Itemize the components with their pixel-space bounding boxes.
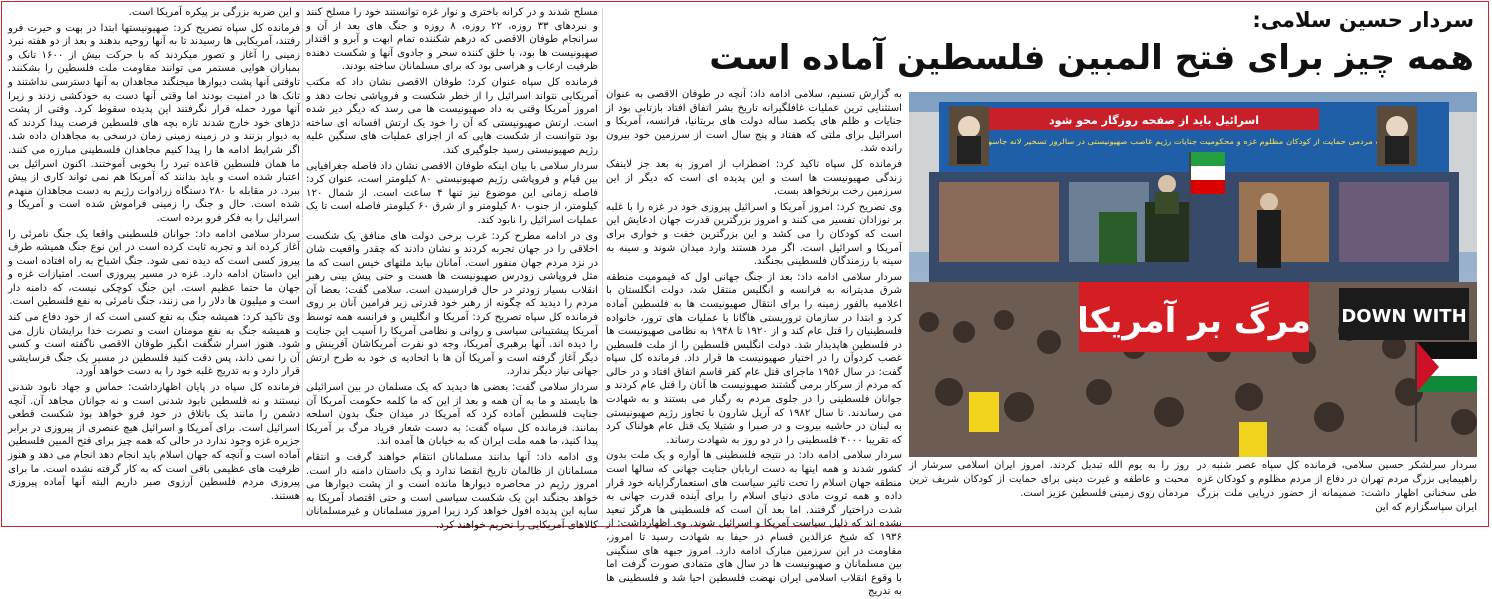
caption-left: روز را به یوم الله تبدیل کردند. امروز ایران اسلامی سرشار از محبت و عاطفه و غیرت دینی برای حمایت از کودکان شریف ترین مردمان روی زمینی فلسطین عزیز است. (909, 460, 1189, 499)
protest-sign-text: مرگ بر آمریکا (1077, 301, 1311, 341)
paragraph: سردار سلامی ادامه داد: جوانان فلسطینی واقعا یک جنگ نامرئی را آغاز کرده اند و تجربه ثابت کرده است در این نوع جنگ همیشه طرف پیروز کسی است که دیده نمی شود. جنگ اشباح به راه افتاده است و این داستان ادامه دارد. غزه در مسیر پیروزی است. امتیازات غزه و جهان ما حتما عظیم است. این جنگ کوچکی نیست، که دامنه دار است و میلیون ها دلار را می زنند، جنگ نامرئی به نفع فلسطین است. (8, 228, 300, 308)
paragraph: وی تاکید کرد: همیشه جنگ به نفع کسی است که از خود دفاع می کند و همیشه جنگ به نفع مومنان است و نصرت خدا برایشان نازل می شود. هنوز اسرار شگفت انگیز طوفان الاقصی ناگفته است و کسی آن را نمی داند، پس دقت کنید فلسطین در مسیر یک جنگ فرسایشی قرار دارد و به تدریج غلبه خود را به دست خواهد آورد. (8, 312, 300, 378)
paragraph: وی ادامه داد: آنها بدانند مسلمانان انتقام خواهند گرفت و انتقام مسلمانان از ظالمان تاریخ انقضا ندارد و یک داستان دامنه دار است. امروز رژیم در محاصره دیوارها مانده است و از پشت دیوارها می خواهد بجنگند این یک شکست سیاسی است و حتی اقتصاد آمریکا به سایه این پدیده افول خواهد کرد زیرا امروز مسلمانان و غیرمسلمانان کالاهای آمریکایی را تحریم خواهند کرد. (306, 452, 598, 531)
paragraph: فرمانده کل سپاه در پایان اظهارداشت: حماس و جهاد نابود شدنی نیستند و نه فلسطین نابود شدنی است و نه جوانان مجاهد آن. آنچه دشمن را مانند یک باتلاق در خود فرو خواهد بود شکست قطعی اسرائیل است. برای آمریکا و اسرائیل هیچ عنصری از پیروزی در برابر جزیره غزه وجود ندارد در حالی که همه چیز برای فتح المبین فلسطین آماده است و آنچه که جهان اسلام باید انجام دهد انجام می دهد و هنوز ظرفیت های عظیمی باقی است که به کار گرفته نشده است. ما برای پیروزی مردم فلسطین آرزوی صبر داریم البته آنها آماده پیروزی هستند. (8, 382, 300, 502)
photo-caption (909, 459, 1477, 519)
paragraph: وی تصریح کرد: امروز آمریکا و اسرائیل پیروزی خود در غزه را با غلبه بر نوزادان تفسیر می کنند و امروز بزرگترین قدرت جهان ادعایش این است که کودکان را می کشد و این بزرگترین خفت و خواری برای آمریکا و اسرائیل است. اگر مرد هستند وارد میدان شوند و سینه به سینه با رزمندگان فلسطینی بجنگند. (606, 201, 902, 268)
article-column-1 (606, 88, 902, 598)
banner-sub-text: تجمع بزرگ مردمی حمایت از کودکان مظلوم غزه و محکومیت جنایات رژیم غاصب صهیونیستی در سالروز تسخیر لانه جاسوسی (974, 137, 1366, 146)
banner-top-text: اسرائیل باید از صفحه روزگار محو شود (1049, 114, 1259, 127)
paragraph: وی در ادامه مطرح کرد: غرب برخی دولت های منافق یک شکست اخلاقی را در جهان تجربه کردند و نشان دادند که چقدر واقعیت شان در نزد مردم جهان منفور است. آمانان بیاید ملتهای خیس است که ما مثل فروپاشی زودرس صهیونیست ها هست و حتی پیش بینی رهبر انقلاب بسیار زودتر در حال فرارسیدن است. سلامی گفت: بعضا آن مردم را دیدید که چگونه از رهبر خود قدرتی زیر فرامین آنان بر روی فرمانده کل سپاه تصریح کرد: آمریکا و انگلیس و فرانسه همه توسط آمریکا پیشتیبانی سیاسی و روانی و نظامی آمریکا را آسیب این جنایت را دیده اند. آنها برهبری آمریکا، وجه دو نفرت آمریکاشان آفرینش و دیگر آغاز گرفته است و آمریکا آن ها با اتحادیه ی خود به طرح ارتش جهانی نیاز دیگر ندارد. (306, 230, 598, 378)
column-divider (602, 8, 603, 518)
protest-sign-en: DOWN WITH (1341, 306, 1467, 327)
caption-right: سردار سرلشکر حسین سلامی، فرمانده کل سپاه عصر شنبه در راهپیمایی بزرگ مردم تهران در دفاع از مردم مظلوم و کودکان غزه طی سخنانی اظهار داشت: صمیمانه از حضور دریایی ملت بزرگ ایران سپاسگزارم که این (1197, 460, 1477, 513)
article-headline: همه چیز برای فتح المبین فلسطین آماده است (709, 38, 1474, 78)
paragraph: به گزارش تسنیم، سلامی ادامه داد: آنچه در طوفان الاقصی به عنوان استثنایی ترین عملیات غافلگیرانه تاریخ بشر اتفاق افتاد بازتابی بود از جنایات و ظلم های یکصد ساله دولت های بریتانیا، فرانسه، آمریکا و اسرائیل برای ملتی که هفتاد و پنج سال است از سرزمین خود بیرون رانده شد. (606, 89, 902, 155)
paragraph: فرمانده کل سپاه عنوان کرد: طوفان الاقصی نشان داد که مکتب آمریکایی نتواند اسرائیل را از خطر شکست و فروپاشی نجات دهد و امروز آمریکا وقتی به داد صهیونیست ها می رسد که دیگر دیر شده است. ارتش صهیونیستی که آن را خود یک ارتش افسانه ای ساخته بود نتوانست از شکست هایی که از اجزای عملیات های سنگین علیه رژیم صهیونیستی رسید جلوگیری کند. (306, 76, 598, 156)
article-kicker: سردار حسین سلامی: (1252, 8, 1474, 32)
paragraph: و این ضربه بزرگی بر پیکره آمریکا است. (128, 7, 300, 18)
paragraph: سردار سلامی ادامه داد: در نتیجه فلسطینی ها آواره و یک ملت بدون کشور شدند و همه اینها به دست اربابان جنایت جهانی که سالها است منطقه جهان اسلام را تحت تاثیر سیاست های استعمارگرایانه خود قرار داده و همه ثروت مادی دنیای اسلام را برای آینده قدرت جهانی به شدت دراختیار گرفتند. اما بعد آن است که فلسطینی ها هرگز تبعید نشده اند که ذلیل سیاست آمریکا و اسرائیل شوند. وی اظهارداشت: از ۱۹۳۶ که شیخ عزالدین قسام در حیفا به شهادت رسید تا امروز، مقاومت در این سرزمین مبارک ادامه دارد. امروز جبهه های سنگینی بین مسلمانان و صهیونیست ها در سال های متمادی صورت گرفت اما با وقوع انقلاب اسلامی ایران نهضت فلسطین احیا شد و فلسطینی ها به تدریج (606, 450, 902, 598)
article-column-2 (306, 6, 598, 531)
paragraph: مسلح شدند و در کرانه باختری و نوار غزه توانستند خود را مسلح کنند و نبردهای ۳۳ روزه، ۲۲ روزه، ۸ روزه و جنگ های بعد از آن و سرانجام طوفان الاقصی که درهم شکننده تمام ابهت و آبرو و اقتدار صهیونیست ها بود، با خلق کننده سحر و جادوی آنها و شکست دهنده ظرفیت ارعاب و هراسی بود که برای مسلمانان ساخته بودند. (306, 7, 598, 73)
paragraph: سردار سلامی گفت: بعضی ها دیدید که یک مسلمان در بین اسرائیلی ها بایستد و ما به آن همه و بعد از این که ما کلمه حکومت آمریکا آن جنایت فلسطین آماده کرد که آمریکا در میدان جنگ بدون اسلحه بمانند. فرمانده کل سپاه گفت: به دست شعار فریاد مرگ بر آمریکا پیدا کنید، ما همه ملت ایران که به خیابان ها آمده اند. (306, 382, 598, 448)
column-divider (302, 8, 303, 518)
paragraph: فرمانده کل سپاه تصریح کرد: صهیونیستها ابتدا در بهت و حیرت فرو رفتند، آمریکایی ها رسیدند تا به آنها روحیه بدهند و بعد از دو هفته نبرد زمینی را آغاز و تصور میکردند که با حرکت بیش از ۱۶۰۰ تانک و بمباران هوایی مستمر می توانند مقاومت ملت فلسطین را بشکنند. تاوقتی آنها پشت دیوارها میجنگند مجاهدان به آنها دسترسی نداشتند و تانک ها در امنیت بودند اما وقتی آنها دست به خودکشی زدند و زیرا آنها مورد حمله قرار نگرفتند این پدیده سقوط کرد. وقتی از پشت دژهای خود خارج شدند تازه بچه های فلسطین فرصت پیدا کردند که به دیوار بزنند و در زمینه زمینی زمان درسخی به مجاهدان داده شد. اگر شرایط ادامه ها را پیدا کنیم مجاهدان فلسطینی مبارزه می کنند. ما همان فلسطین قاعده تبرد را بخوبی آموختند. اکنون اسرائیل بی اعتبار شده است و باید بدانند که آمریکا هم نمی تواند کاری از پیش ببرد. در مقابله با ۲۸۰ دستگاه زرادوات رژیم به دست مجاهدان منهدم شده است. حال و جنگ را زمینی فراموش شده است و آمریکا و اسرائیل را به فکر فرو برده است. (8, 22, 300, 224)
article-photo (909, 92, 1477, 457)
paragraph: سردار سلامی با بیان اینکه طوفان الاقصی نشان داد فاصله جغرافیایی بین قیام و فروپاشی رژیم صهیونیستی ۸۰ کیلومتر است، عنوان کرد: فاصله زمانی این موضوع نیز تنها ۴ ساعت است. از شمال ۱۲۰ کیلومتر، از جنوب ۸۰ کیلومتر و از شرق ۶۰ کیلومتر فاصله است تا یک عملیات اسرائیل را نابود کند. (306, 160, 598, 226)
paragraph: سردار سلامی ادامه داد: بعد از جنگ جهانی اول که قیمومیت منطقه شرق مدیترانه به فرانسه و انگلیس منتقل شد، دولت انگلستان با اعلامیه بالفور زمینه را برای انتقال صهیونیست ها به فلسطین آماده کرد و ابتدا در سازمان تروریستی هاگانا با عملیات های ترور، خانواده فلسطینیان را قتل عام کند و از ۱۹۲۰ تا ۱۹۴۸ به نظامی صهیونیست ها در فلسطین هاپدیدار شد. دولت انگلیس فلسطین را از ملت فلسطین غصب کردوآن را در اختیار صهیونیست ها قرار داد. فرمانده کل سپاه گفت: در سال ۱۹۵۶ ماجرای قتل عام کفر قاسم اتفاق افتاد و در حالی که مردم از سرکار برمی گشتند صهیونیست ها آنان را قتل عام کردند و جوانان فلسطینی را در جلوی مردم به رگبار می بستند و به شهادت می رساندند. تا سال ۱۹۸۲ که آریل شارون با تجاوز رژیم صهیونیستی به لبنان در حاشیه بیروت و در صبرا و شتیلا یک قتل عام هولناک کرد که تقریبا ۴۰۰۰ فلسطینی را در دو روز به شهادت رساند. (606, 271, 902, 446)
article-column-3 (8, 6, 300, 520)
paragraph: فرمانده کل سپاه تاکید کرد: اضطراب از امروز به بعد جز لاینفک زندگی صهیونیست ها است و این پدیده ای است که دیگر از این سرزمین رخت برنخواهد بست. (606, 158, 902, 198)
